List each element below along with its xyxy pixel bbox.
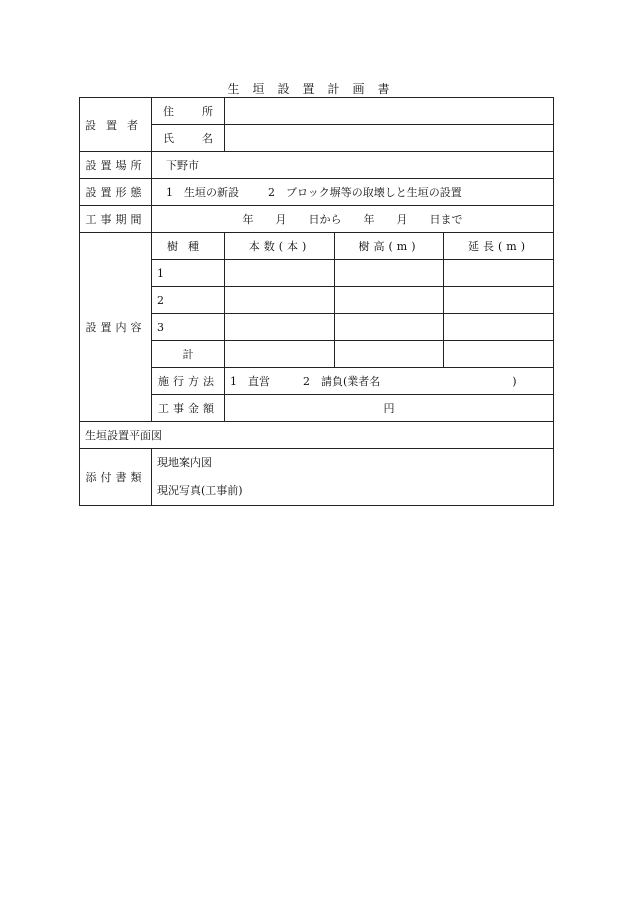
row-number-2: 2 [152, 287, 225, 314]
details-row-1 [80, 260, 554, 287]
species-header: 樹種 [152, 233, 225, 260]
details-header-row [80, 233, 554, 260]
height-cell-2[interactable] [335, 287, 444, 314]
cost-label: 工事金額 [152, 395, 225, 422]
attachments-label: 添付書類 [80, 449, 152, 506]
count-cell-2[interactable] [225, 287, 335, 314]
count-cell-3[interactable] [225, 314, 335, 341]
name-field[interactable] [225, 125, 554, 152]
count-header: 本数(本) [225, 233, 335, 260]
method-row [80, 368, 554, 395]
count-cell-1[interactable] [225, 260, 335, 287]
installer-address-row [80, 98, 554, 125]
type-options[interactable] [152, 179, 554, 206]
row-number-3: 3 [152, 314, 225, 341]
details-row-2 [80, 287, 554, 314]
total-height-cell[interactable] [335, 341, 444, 368]
plan-form-table [79, 97, 554, 506]
details-label: 設置内容 [80, 233, 152, 422]
type-label: 設置形態 [80, 179, 152, 206]
plan-area[interactable] [80, 422, 554, 449]
total-label: 計 [152, 341, 225, 368]
row-number-1: 1 [152, 260, 225, 287]
name-label-1: 氏 [163, 132, 174, 145]
location-value[interactable]: 下野市 [152, 152, 554, 179]
length-cell-3[interactable] [444, 314, 554, 341]
details-total-row [80, 341, 554, 368]
location-label: 設置場所 [80, 152, 152, 179]
height-header: 樹高(m) [335, 233, 444, 260]
name-label-2: 名 [202, 132, 213, 145]
cost-value[interactable]: 円 [225, 395, 554, 422]
method-value[interactable]: 1 直営 2 請負(業者名 ) [225, 368, 554, 395]
height-cell-3[interactable] [335, 314, 444, 341]
installer-label: 設置者 [80, 98, 152, 152]
method-label: 施行方法 [152, 368, 225, 395]
installer-name-row [80, 125, 554, 152]
period-label: 工事期間 [80, 206, 152, 233]
total-length-cell[interactable] [444, 341, 554, 368]
type-option-2[interactable]: 2 ブロック塀等の取壊しと生垣の設置 [268, 186, 462, 199]
type-row [80, 179, 554, 206]
length-header: 延長(m) [444, 233, 554, 260]
period-value[interactable]: 年 月 日から 年 月 日まで [152, 206, 554, 233]
name-label-cell [152, 125, 225, 152]
page-title: 生垣設置計画書 [227, 82, 403, 96]
height-cell-1[interactable] [335, 260, 444, 287]
location-row [80, 152, 554, 179]
period-row [80, 206, 554, 233]
length-cell-2[interactable] [444, 287, 554, 314]
total-count-cell[interactable] [225, 341, 335, 368]
type-option-1[interactable]: 1 生垣の新設 [166, 186, 239, 199]
plan-label: 生垣設置平面図 [85, 429, 162, 442]
attachments-row [80, 449, 554, 506]
details-row-3 [80, 314, 554, 341]
attachment-item-2: 現況写真(工事前) [157, 484, 243, 497]
address-label-cell [152, 98, 225, 125]
attachment-item-1: 現地案内図 [157, 456, 212, 469]
address-field[interactable] [225, 98, 554, 125]
length-cell-1[interactable] [444, 260, 554, 287]
address-label-1: 住 [163, 105, 174, 118]
cost-row [80, 395, 554, 422]
address-label-2: 所 [202, 105, 213, 118]
plan-row [80, 422, 554, 449]
attachments-list [152, 449, 554, 506]
